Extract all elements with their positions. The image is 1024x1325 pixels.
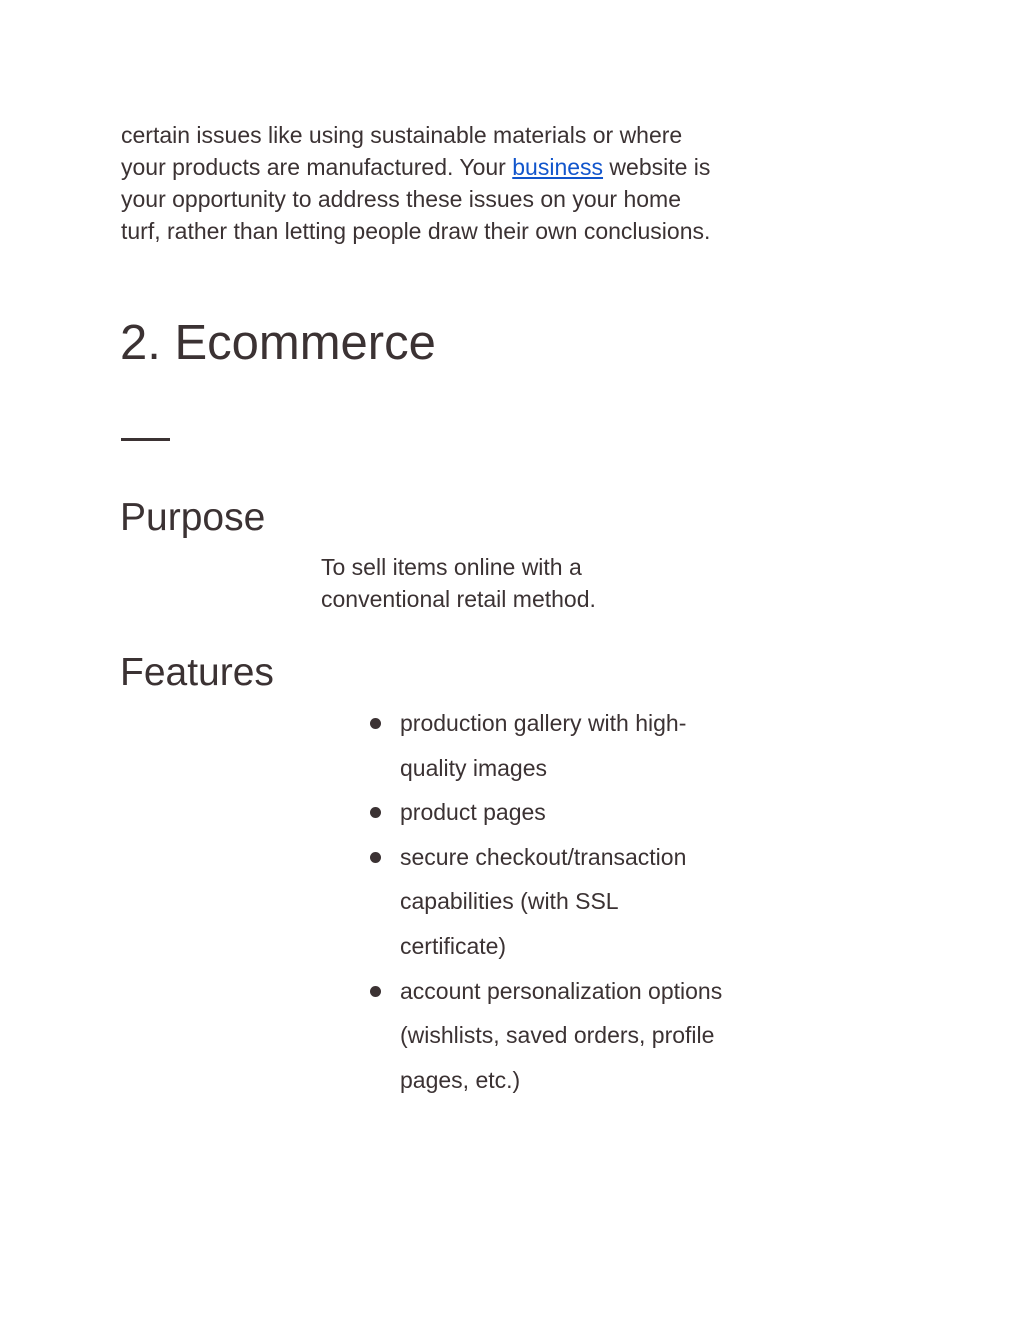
intro-text-after-link: website is your opportunity to address these issues on your home turf, rather than letting people draw their own conclusions. [121,154,711,244]
features-list [368,701,728,1102]
bullet-icon [370,986,381,997]
purpose-text: To sell items online with a conventional retail method. [321,554,596,612]
bullet-icon [370,718,381,729]
intro-paragraph [121,119,721,247]
bullet-icon [370,807,381,818]
purpose-heading: Purpose [120,496,266,539]
feature-text: product pages [400,799,546,826]
section-title: 2. Ecommerce [120,316,436,370]
list-item [368,969,728,1103]
feature-text: production gallery with high-quality images [400,710,687,781]
section-divider [121,438,170,441]
bullet-icon [370,852,381,863]
business-link[interactable]: business [512,154,604,180]
list-item [368,790,728,835]
intro-text-before-link: certain issues like using sustainable materials or where your products are manufactured. Your [121,122,683,180]
list-item [368,701,728,790]
features-heading: Features [120,651,274,694]
intro-text [121,119,721,247]
feature-text: account personalization options (wishlists, saved orders, profile pages, etc.) [400,977,723,1093]
list-item [368,835,728,969]
feature-text: secure checkout/transaction capabilities (with SSL certificate) [400,843,687,959]
